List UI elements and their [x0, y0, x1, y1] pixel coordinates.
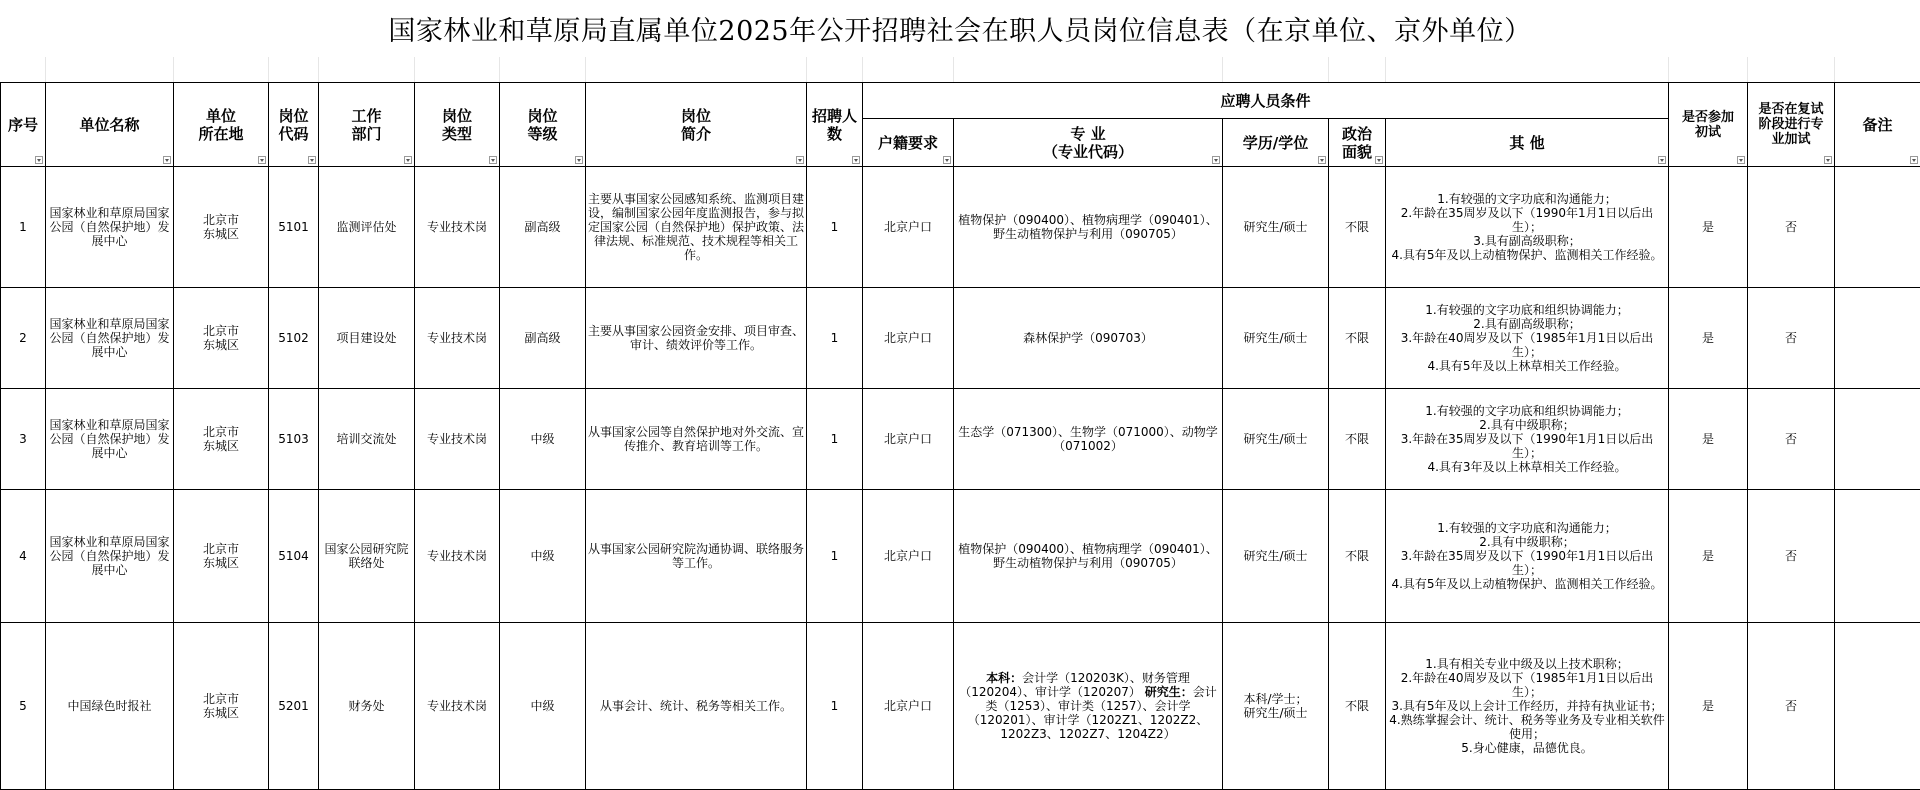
filter-dropdown-icon[interactable] [1658, 156, 1666, 164]
cell-unit[interactable]: 国家林业和草原局国家公园（自然保护地）发展中心 [46, 288, 174, 389]
other-requirement: 4.具有5年及以上动植物保护、监测相关工作经验。 [1388, 577, 1666, 591]
cell-extra[interactable]: 否 [1748, 490, 1835, 623]
header-degree[interactable]: 学历/学位 [1223, 119, 1329, 167]
cell-count[interactable]: 1 [807, 167, 863, 288]
cell-exam[interactable]: 是 [1669, 623, 1748, 790]
cell-degree[interactable]: 本科/学士； 研究生/硕士 [1223, 623, 1329, 790]
header-note[interactable]: 备注 [1835, 83, 1920, 167]
filter-dropdown-icon[interactable] [1318, 156, 1326, 164]
other-requirement: 4.熟练掌握会计、统计、税务等业务及专业相关软件使用； [1388, 713, 1666, 741]
filter-dropdown-icon[interactable] [575, 156, 583, 164]
cell-note[interactable] [1835, 490, 1920, 623]
header-intro[interactable]: 岗位 简介 [586, 83, 807, 167]
filter-dropdown-icon[interactable] [258, 156, 266, 164]
other-requirement: 1.有较强的文字功底和组织协调能力； [1388, 404, 1666, 418]
other-requirement: 2.年龄在40周岁及以下（1985年1月1日以后出生）； [1388, 671, 1666, 699]
cell-other[interactable] [1386, 490, 1669, 623]
header-location[interactable]: 单位 所在地 [174, 83, 269, 167]
cell-note[interactable] [1835, 389, 1920, 490]
header-hukou[interactable]: 户籍要求 [863, 119, 954, 167]
cell-code[interactable]: 5101 [269, 167, 319, 288]
cell-hukou[interactable]: 北京户口 [863, 288, 954, 389]
cell-political[interactable]: 不限 [1329, 623, 1386, 790]
cell-political[interactable]: 不限 [1329, 389, 1386, 490]
cell-unit[interactable]: 中国绿色时报社 [46, 623, 174, 790]
cell-location[interactable]: 北京市 东城区 [174, 288, 269, 389]
cell-note[interactable] [1835, 623, 1920, 790]
cell-note[interactable] [1835, 167, 1920, 288]
cell-other[interactable] [1386, 167, 1669, 288]
cell-hukou[interactable]: 北京户口 [863, 167, 954, 288]
cell-hukou[interactable]: 北京户口 [863, 389, 954, 490]
cell-count[interactable]: 1 [807, 623, 863, 790]
header-exam[interactable]: 是否参加 初试 [1669, 83, 1748, 167]
other-requirement: 3.年龄在40周岁及以下（1985年1月1日以后出生）； [1388, 331, 1666, 359]
filter-dropdown-icon[interactable] [796, 156, 804, 164]
cell-major[interactable]: 植物保护（090400）、植物病理学（090401）、野生动植物保护与利用（090705） [954, 490, 1223, 623]
cell-degree[interactable]: 研究生/硕士 [1223, 167, 1329, 288]
cell-major[interactable]: 生态学（071300）、生物学（071000）、动物学（071002） [954, 389, 1223, 490]
cell-dept[interactable]: 培训交流处 [319, 389, 415, 490]
cell-dept[interactable]: 国家公园研究院联络处 [319, 490, 415, 623]
cell-count[interactable]: 1 [807, 490, 863, 623]
cell-degree[interactable]: 研究生/硕士 [1223, 288, 1329, 389]
filter-dropdown-icon[interactable] [1212, 156, 1220, 164]
other-requirement: 3.年龄在35周岁及以下（1990年1月1日以后出生）； [1388, 432, 1666, 460]
cell-intro[interactable]: 主要从事国家公园感知系统、监测项目建设，编制国家公园年度监测报告，参与拟定国家公园（自然保护地）保护政策、法律法规、标准规范、技术规程等相关工作。 [586, 167, 807, 288]
cell-unit[interactable]: 国家林业和草原局国家公园（自然保护地）发展中心 [46, 389, 174, 490]
cell-count[interactable]: 1 [807, 389, 863, 490]
filter-dropdown-icon[interactable] [1737, 156, 1745, 164]
filter-dropdown-icon[interactable] [1375, 156, 1383, 164]
cell-major[interactable]: 森林保护学（090703） [954, 288, 1223, 389]
other-requirement: 1.具有相关专业中级及以上技术职称； [1388, 657, 1666, 671]
cell-no[interactable]: 1 [1, 167, 46, 288]
other-requirement: 3.具有5年及以上会计工作经历，并持有执业证书； [1388, 699, 1666, 713]
cell-code[interactable]: 5103 [269, 389, 319, 490]
other-requirement: 1.有较强的文字功底和沟通能力； [1388, 521, 1666, 535]
cell-dept[interactable]: 监测评估处 [319, 167, 415, 288]
cell-location[interactable]: 北京市 东城区 [174, 167, 269, 288]
cell-dept[interactable]: 项目建设处 [319, 288, 415, 389]
cell-level[interactable]: 副高级 [500, 167, 586, 288]
header-other[interactable]: 其 他 [1386, 119, 1669, 167]
cell-unit[interactable]: 国家林业和草原局国家公园（自然保护地）发展中心 [46, 490, 174, 623]
filter-dropdown-icon[interactable] [163, 156, 171, 164]
filter-dropdown-icon[interactable] [943, 156, 951, 164]
cell-type[interactable]: 专业技术岗 [415, 623, 500, 790]
cell-note[interactable] [1835, 288, 1920, 389]
cell-code[interactable]: 5104 [269, 490, 319, 623]
header-no[interactable]: 序号 [1, 83, 46, 167]
cell-extra[interactable]: 否 [1748, 389, 1835, 490]
cell-type[interactable]: 专业技术岗 [415, 490, 500, 623]
cell-extra[interactable]: 否 [1748, 288, 1835, 389]
other-requirement: 2.具有中级职称； [1388, 535, 1666, 549]
other-requirement: 4.具有5年及以上林草相关工作经验。 [1388, 359, 1666, 373]
header-count[interactable]: 招聘人 数 [807, 83, 863, 167]
filter-dropdown-icon[interactable] [35, 156, 43, 164]
cell-degree[interactable]: 研究生/硕士 [1223, 490, 1329, 623]
cell-code[interactable]: 5102 [269, 288, 319, 389]
header-code[interactable]: 岗位 代码 [269, 83, 319, 167]
cell-exam[interactable]: 是 [1669, 389, 1748, 490]
cell-intro[interactable]: 从事国家公园研究院沟通协调、联络服务等工作。 [586, 490, 807, 623]
cell-hukou[interactable]: 北京户口 [863, 490, 954, 623]
header-type[interactable]: 岗位 类型 [415, 83, 500, 167]
cell-no[interactable]: 4 [1, 490, 46, 623]
cell-major[interactable] [954, 623, 1223, 790]
table-row [1, 389, 1920, 490]
cell-no[interactable]: 5 [1, 623, 46, 790]
other-requirement: 4.具有3年及以上林草相关工作经验。 [1388, 460, 1666, 474]
other-requirement: 2.年龄在35周岁及以下（1990年1月1日以后出生）； [1388, 206, 1666, 234]
cell-political[interactable]: 不限 [1329, 288, 1386, 389]
table-row [1, 623, 1920, 790]
cell-level[interactable]: 中级 [500, 389, 586, 490]
cell-political[interactable]: 不限 [1329, 167, 1386, 288]
filter-dropdown-icon[interactable] [852, 156, 860, 164]
cell-type[interactable]: 专业技术岗 [415, 389, 500, 490]
header-conditions: 应聘人员条件 [863, 83, 1669, 119]
other-requirement: 1.有较强的文字功底和沟通能力； [1388, 192, 1666, 206]
job-info-table [0, 82, 1920, 790]
header-unit[interactable]: 单位名称 [46, 83, 174, 167]
cell-type[interactable]: 专业技术岗 [415, 288, 500, 389]
header-major[interactable]: 专 业 （专业代码） [954, 119, 1223, 167]
header-dept[interactable]: 工作 部门 [319, 83, 415, 167]
other-requirement: 4.具有5年及以上动植物保护、监测相关工作经验。 [1388, 248, 1666, 262]
cell-location[interactable]: 北京市 东城区 [174, 490, 269, 623]
cell-political[interactable]: 不限 [1329, 490, 1386, 623]
other-requirement: 5.身心健康，品德优良。 [1388, 741, 1666, 755]
other-requirement: 2.具有中级职称； [1388, 418, 1666, 432]
cell-location[interactable]: 北京市 东城区 [174, 389, 269, 490]
filter-dropdown-icon[interactable] [1824, 156, 1832, 164]
cell-intro[interactable]: 从事国家公园等自然保护地对外交流、宣传推介、教育培训等工作。 [586, 389, 807, 490]
table-row [1, 288, 1920, 389]
cell-other[interactable] [1386, 389, 1669, 490]
filter-dropdown-icon[interactable] [489, 156, 497, 164]
header-level[interactable]: 岗位 等级 [500, 83, 586, 167]
cell-level[interactable]: 中级 [500, 490, 586, 623]
other-requirement: 3.具有副高级职称； [1388, 234, 1666, 248]
cell-hukou[interactable]: 北京户口 [863, 623, 954, 790]
cell-other[interactable] [1386, 288, 1669, 389]
cell-code[interactable]: 5201 [269, 623, 319, 790]
cell-exam[interactable]: 是 [1669, 490, 1748, 623]
cell-no[interactable]: 2 [1, 288, 46, 389]
cell-no[interactable]: 3 [1, 389, 46, 490]
major-undergrad-label: 本科： [986, 671, 1022, 685]
other-requirement: 3.年龄在35周岁及以下（1990年1月1日以后出生）； [1388, 549, 1666, 577]
page-title: 国家林业和草原局直属单位2025年公开招聘社会在职人员岗位信息表（在京单位、京外单位） [0, 0, 1920, 57]
table-row [1, 167, 1920, 288]
cell-other[interactable] [1386, 623, 1669, 790]
cell-intro[interactable]: 从事会计、统计、税务等相关工作。 [586, 623, 807, 790]
cell-dept[interactable]: 财务处 [319, 623, 415, 790]
cell-exam[interactable]: 是 [1669, 288, 1748, 389]
header-extra[interactable]: 是否在复试 阶段进行专 业加试 [1748, 83, 1835, 167]
cell-exam[interactable]: 是 [1669, 167, 1748, 288]
cell-degree[interactable]: 研究生/硕士 [1223, 389, 1329, 490]
table-row [1, 490, 1920, 623]
filter-dropdown-icon[interactable] [404, 156, 412, 164]
major-undergrad: 会计学（120203K）、财务管理（120204）、审计学（120207） [959, 671, 1190, 699]
cell-extra[interactable]: 否 [1748, 623, 1835, 790]
major-postgrad: 会计类（1253）、审计类（1257）、会计学（120201）、审计学（1202Z1、1202Z2、1202Z3、1202Z7、1204Z2） [968, 685, 1217, 741]
blank-spreadsheet-row [0, 57, 1920, 82]
cell-level[interactable]: 副高级 [500, 288, 586, 389]
other-requirement: 1.有较强的文字功底和组织协调能力； [1388, 303, 1666, 317]
cell-intro[interactable]: 主要从事国家公园资金安排、项目审查、审计、绩效评价等工作。 [586, 288, 807, 389]
header-political[interactable]: 政治 面貌 [1329, 119, 1386, 167]
cell-type[interactable]: 专业技术岗 [415, 167, 500, 288]
filter-dropdown-icon[interactable] [1910, 156, 1918, 164]
filter-dropdown-icon[interactable] [308, 156, 316, 164]
other-requirement: 2.具有副高级职称； [1388, 317, 1666, 331]
cell-level[interactable]: 中级 [500, 623, 586, 790]
cell-extra[interactable]: 否 [1748, 167, 1835, 288]
cell-count[interactable]: 1 [807, 288, 863, 389]
cell-location[interactable]: 北京市 东城区 [174, 623, 269, 790]
cell-major[interactable]: 植物保护（090400）、植物病理学（090401）、野生动植物保护与利用（090705） [954, 167, 1223, 288]
cell-unit[interactable]: 国家林业和草原局国家公园（自然保护地）发展中心 [46, 167, 174, 288]
major-postgrad-label: 研究生： [1145, 685, 1193, 699]
